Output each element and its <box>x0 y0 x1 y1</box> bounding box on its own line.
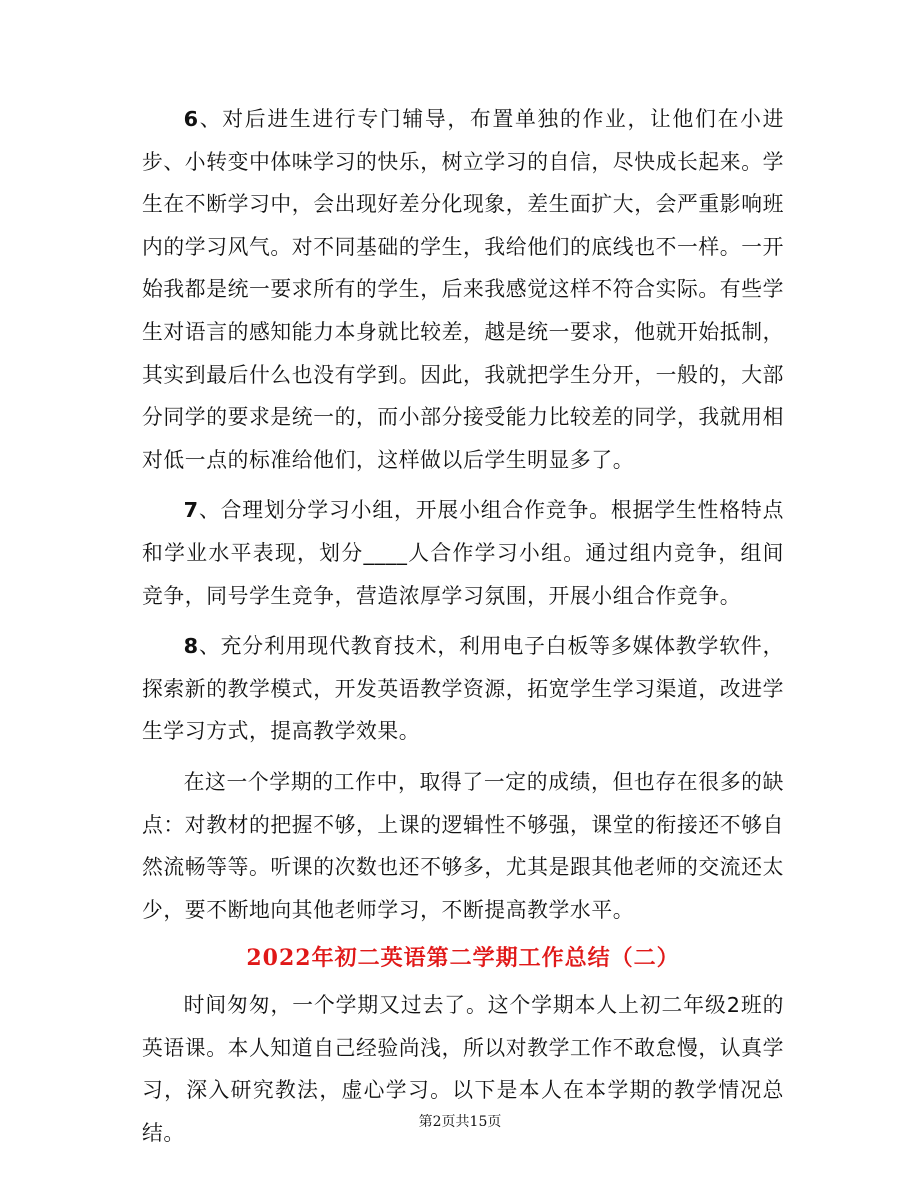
paragraph-text: 时间匆匆，一个学期又过去了。这个学期本人上初二年级2班的英语课。本人知道自己经验尚浅，所以对教学工作不敢怠慢，认真学习，深入研究教法，虚心学习。以下是本人在本学期的教学情况总结。 <box>142 993 784 1146</box>
paragraph-text: 、合理划分学习小组，开展小组合作竞争。根据学生性格特点和学业水平表现，划分____人合作学习小组。通过组内竞争，组间竞争，同号学生竞争，营造浓厚学习氛围，开展小组合作竞争。 <box>142 498 784 608</box>
paragraph-number: 8 <box>183 634 199 659</box>
paragraph-number: 6 <box>183 107 199 131</box>
paragraph-item-8 <box>142 625 784 753</box>
paragraph-number: 7 <box>183 498 199 523</box>
paragraph-text: 、对后进生进行专门辅导，布置单独的作业，让他们在小进步、小转变中体味学习的快乐，树立学习的自信，尽快成长起来。学生在不断学习中，会出现好差分化现象，差生面扩大，会严重影响班内的学习风气。对不同基础的学生，我给他们的底线也不一样。一开始我都是统一要求所有的学生，后来我感觉这样不符合实际。有些学生对语言的感知能力本身就比较差，越是统一要求，他就开始抵制，其实到最后什么也没有学到。因此，我就把学生分开，一般的，大部分同学的要求是统一的，而小部分接受能力比较差的同学，我就用相对低一点的标准给他们，这样做以后学生明显多了。 <box>142 107 784 472</box>
paragraph-summary <box>142 761 784 931</box>
paragraph-item-7 <box>142 489 784 617</box>
paragraph-text: 在这一个学期的工作中，取得了一定的成绩，但也存在很多的缺点：对教材的把握不够，上课的逻辑性不够强，课堂的衔接还不够自然流畅等等。听课的次数也还不够多，尤其是跟其他老师的交流还太少，要不断地向其他老师学习，不断提高教学水平。 <box>142 769 784 922</box>
paragraph-text: 、充分利用现代教育技术，利用电子白板等多媒体教学软件，探索新的教学模式，开发英语教学资源，拓宽学生学习渠道，改进学生学习方式，提高教学效果。 <box>142 634 784 744</box>
page-number-footer: 第2页共15页 <box>418 1114 502 1130</box>
section-heading: 2022年初二英语第二学期工作总结（二） <box>246 945 680 972</box>
document-body <box>142 98 784 1155</box>
paragraph-item-6 <box>142 98 784 481</box>
